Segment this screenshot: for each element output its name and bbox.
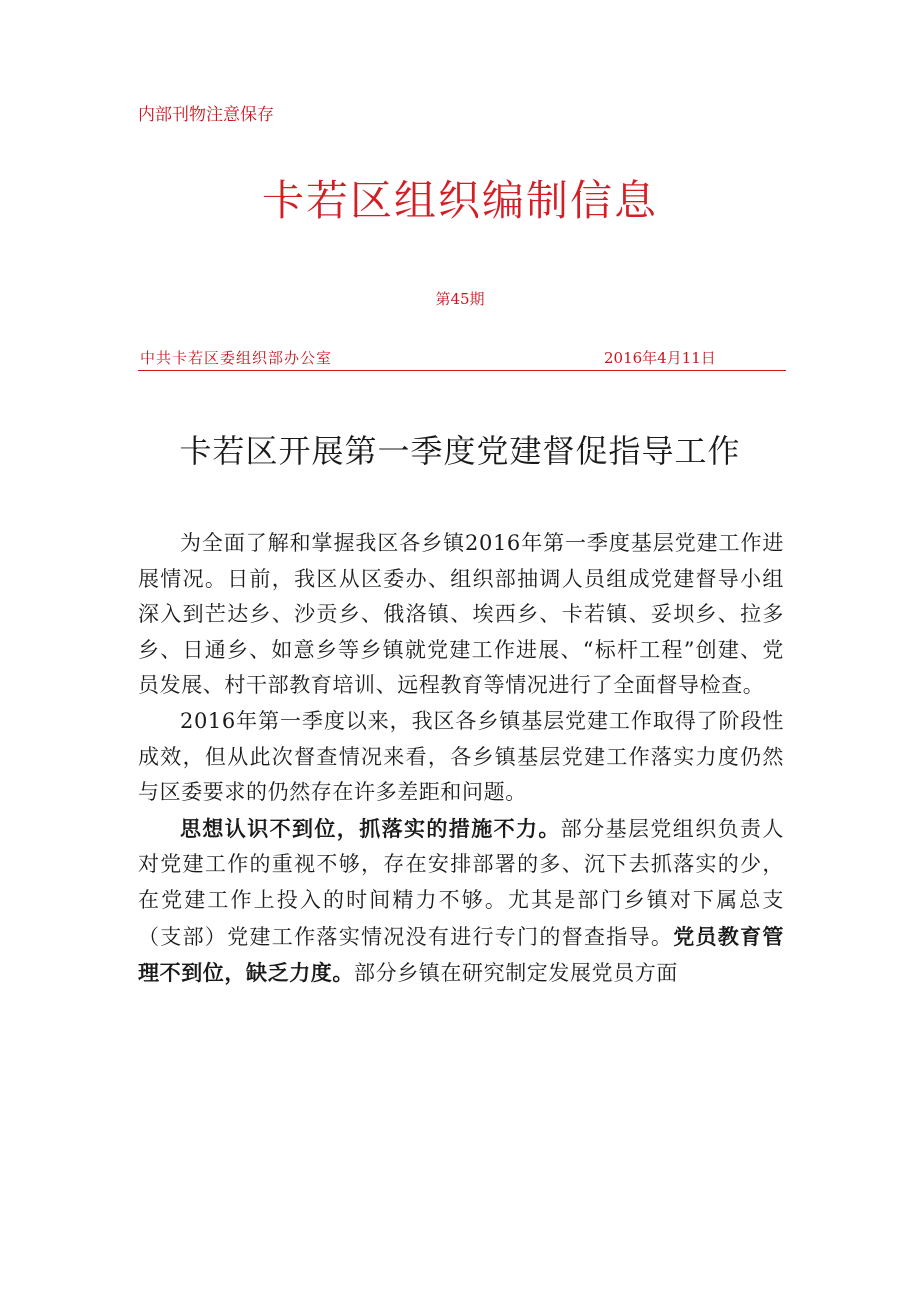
paragraph-2: 2016年第一季度以来，我区各乡镇基层党建工作取得了阶段性成效，但从此次督查情况来看，各乡镇基层党建工作落实力度仍然与区委要求的仍然存在许多差距和问题。 — [138, 708, 784, 805]
article-body — [138, 526, 784, 992]
paragraph-3-text-1: 部分基层党组织负责人对党建工作的重视不够，存在安排部署的多、沉下去抓落实的少，在党建工作上投入的时间精力不够。尤其是部门乡镇对下属总支（支部）党建工作落实情况没有进行专门的督查指导。 — [138, 816, 784, 949]
notice-label: 内部刊物注意保存 — [138, 105, 274, 125]
masthead-title: 卡若区组织编制信息 — [261, 176, 658, 225]
issuer-name: 中共卡若区委组织部办公室 — [140, 349, 333, 367]
header-divider — [138, 370, 786, 371]
article-title: 卡若区开展第一季度党建督促指导工作 — [179, 432, 741, 470]
issue-date: 2016年4月11日 — [604, 349, 716, 367]
paragraph-3-heading-2: 党员教育管理不到位，缺乏力度。 — [138, 923, 785, 986]
paragraph-3 — [138, 811, 784, 992]
issue-number: 第45期 — [435, 290, 485, 308]
paragraph-3-heading-1: 思想认识不到位，抓落实的措施不力。 — [180, 815, 561, 841]
paragraph-1: 为全面了解和掌握我区各乡镇2016年第一季度基层党建工作进展情况。日前，我区从区委办、组织部抽调人员组成党建督导小组深入到芒达乡、沙贡乡、俄洛镇、埃西乡、卡若镇、妥坝乡、拉多乡、日通乡、如意乡等乡镇就党建工作进展、“标杆工程”创建、党员发展、村干部教育培训、远程教育等情况进行了全面督导检查。 — [138, 531, 784, 698]
paragraph-3-text-2: 部分乡镇在研究制定发展党员方面 — [354, 961, 678, 986]
